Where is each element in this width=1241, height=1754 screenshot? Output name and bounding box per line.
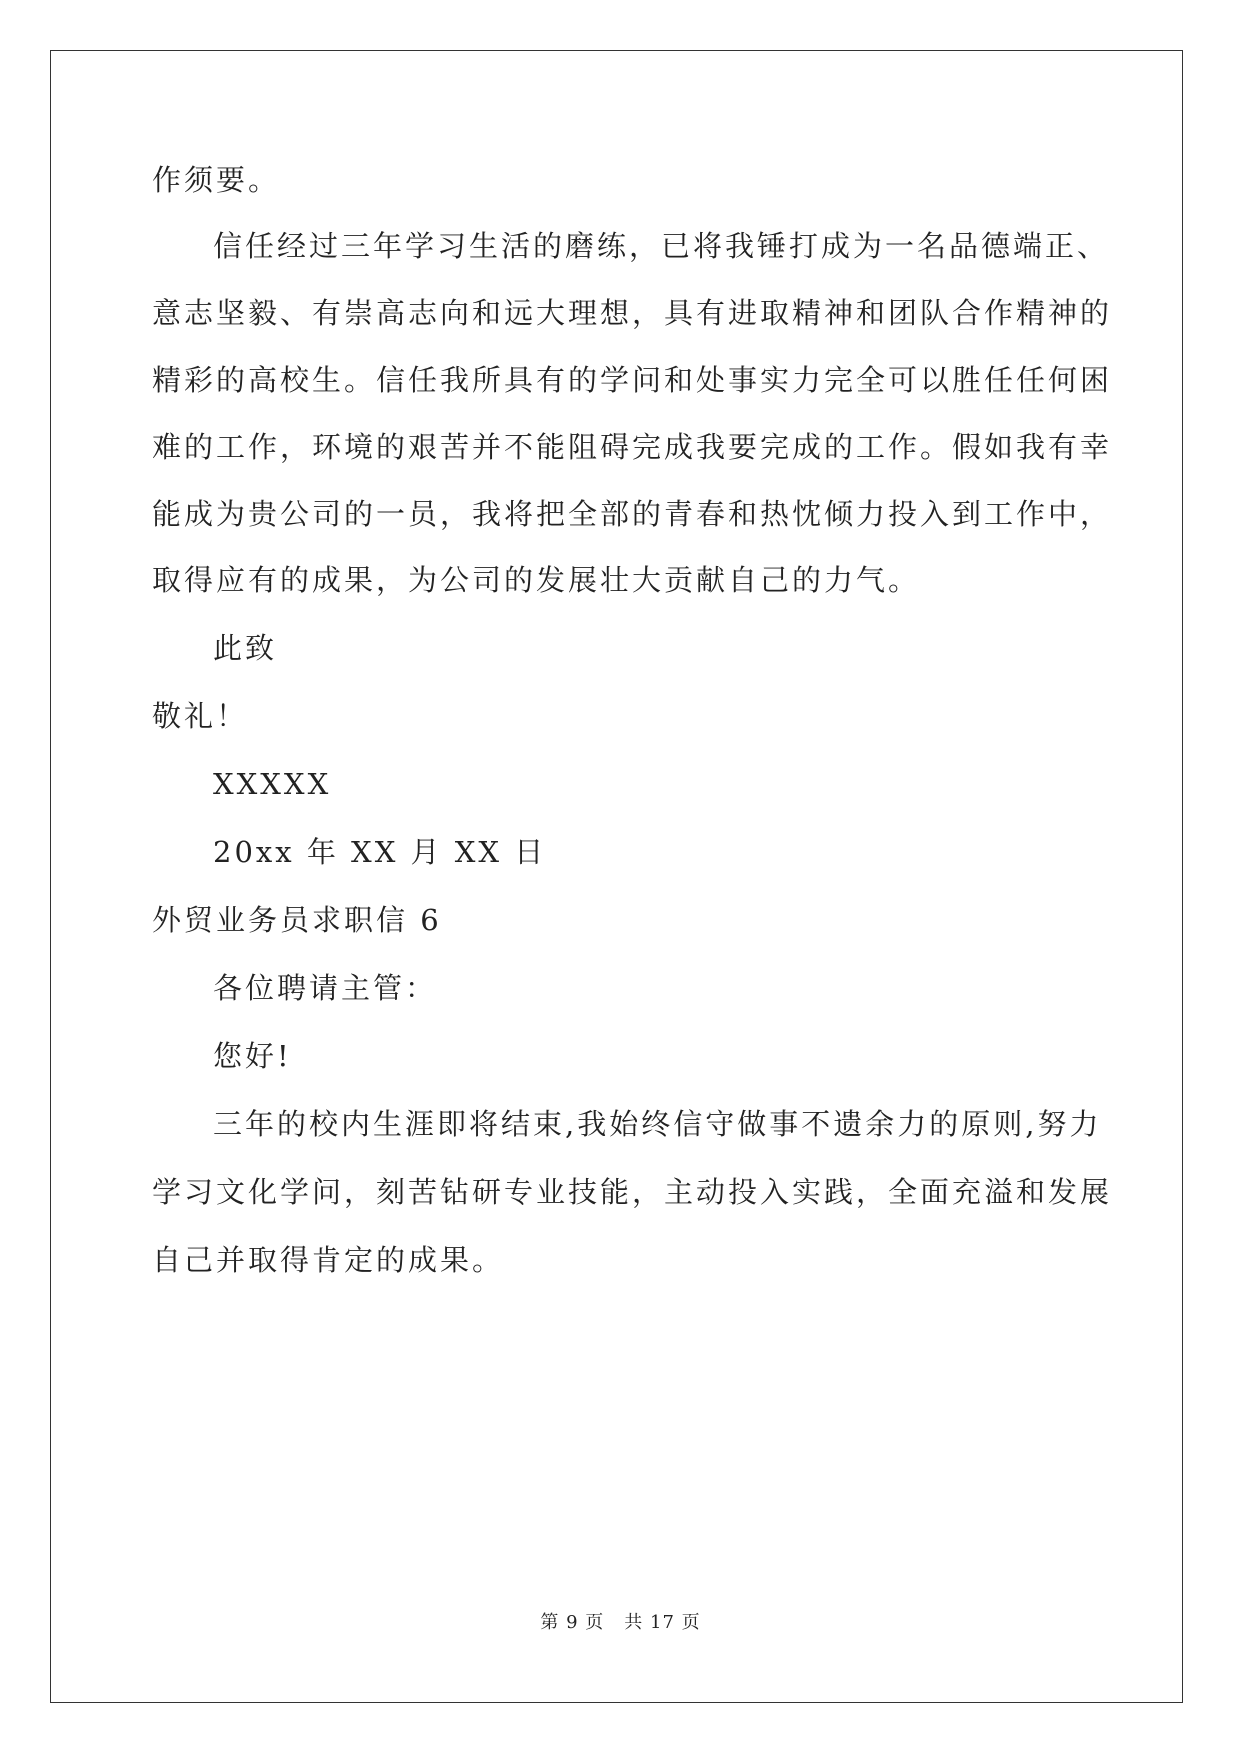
greeting-line: 您好! <box>213 1039 292 1073</box>
text-line: 信任经过三年学习生活的磨练，已将我锤打成为一名品德端正、 <box>213 229 1110 263</box>
text-line: 能成为贵公司的一员，我将把全部的青春和热忱倾力投入到工作中， <box>152 497 1113 531</box>
page-number: 第 9 页 <box>540 1612 605 1633</box>
signature-date: 20xx 年 XX 月 XX 日 <box>213 835 547 869</box>
page-total: 共 17 页 <box>624 1612 701 1633</box>
text-line: 自己并取得肯定的成果。 <box>152 1243 505 1277</box>
text-line: 难的工作，环境的艰苦并不能阻碍完成我要完成的工作。假如我有幸 <box>152 430 1113 464</box>
text-line: 精彩的高校生。信任我所具有的学问和处事实力完全可以胜任任何困 <box>152 363 1113 397</box>
text-line: 取得应有的成果，为公司的发展壮大贡献自己的力气。 <box>152 563 921 597</box>
page-footer <box>0 1608 1241 1634</box>
text-line: 作须要。 <box>152 163 281 197</box>
text-line: 三年的校内生涯即将结束,我始终信守做事不遗余力的原则,努力 <box>213 1107 1102 1141</box>
greeting-line: 各位聘请主管： <box>213 971 438 1005</box>
signature-name: XXXXX <box>213 767 332 801</box>
section-heading: 外贸业务员求职信 6 <box>152 903 442 937</box>
closing-regards: 敬礼！ <box>152 699 249 733</box>
text-line: 学习文化学问，刻苦钻研专业技能，主动投入实践，全面充溢和发展 <box>152 1175 1113 1209</box>
closing-salutation: 此致 <box>213 631 278 665</box>
text-line: 意志坚毅、有崇高志向和远大理想，具有进取精神和团队合作精神的 <box>152 296 1113 330</box>
